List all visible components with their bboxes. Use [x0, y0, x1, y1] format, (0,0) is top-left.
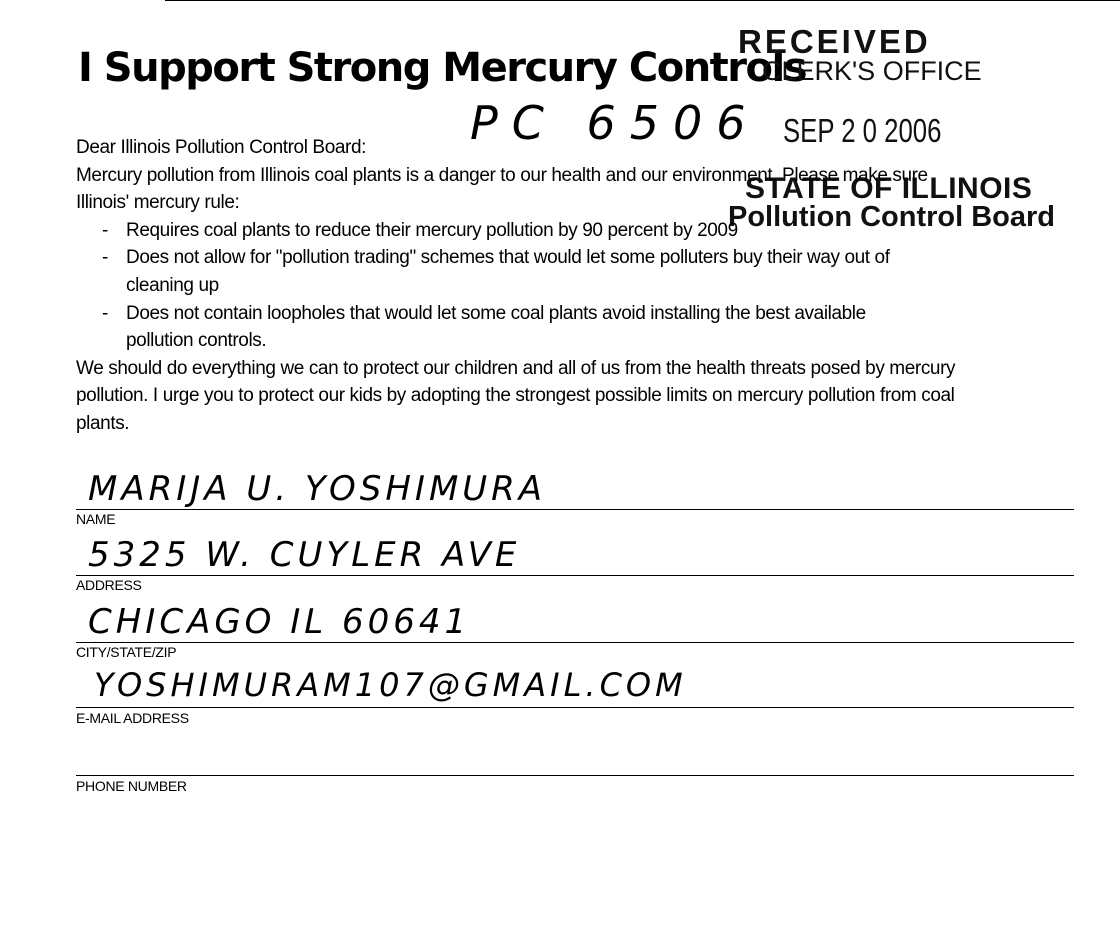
phone-line [76, 775, 1074, 776]
list-item-text: pollution controls. [126, 330, 267, 352]
city-state-zip-label: CITY/STATE/ZIP [76, 644, 177, 660]
intro-line: Mercury pollution from Illinois coal plants is a danger to our health and our environment. Please make sure [76, 164, 928, 186]
stamp-state: STATE OF ILLINOIS [745, 172, 1033, 205]
handwritten-pc-number: PC 6506 [470, 96, 760, 150]
list-item-text: cleaning up [126, 274, 219, 296]
name-value: MARIJA U. YOSHIMURA [88, 469, 547, 509]
name-line [76, 509, 1074, 510]
address-line [76, 575, 1074, 576]
top-rule [165, 0, 1120, 1]
stamp-office: CLERK'S OFFICE [762, 56, 982, 86]
list-item [76, 244, 1076, 299]
list-item-text: Requires coal plants to reduce their mercury pollution by 90 percent by 2009 [126, 219, 738, 241]
email-value: YOSHIMURAM107@GMAIL.COM [94, 666, 687, 704]
email-line [76, 707, 1074, 708]
list-item-text: Does not allow for "pollution trading" schemes that would let some polluters buy their way out of [126, 247, 890, 269]
stamp-board: Pollution Control Board [728, 201, 1056, 233]
requirements-list [76, 217, 1076, 355]
stamp-date: SEP 2 0 2006 [783, 112, 942, 149]
email-label: E-MAIL ADDRESS [76, 710, 189, 726]
list-item-text: Does not contain loopholes that would let some coal plants avoid installing the best available [126, 302, 866, 324]
address-label: ADDRESS [76, 577, 142, 593]
phone-label: PHONE NUMBER [76, 778, 187, 794]
list-item [76, 217, 1076, 245]
intro-line: Illinois' mercury rule: [76, 192, 240, 214]
page-title: I Support Strong Mercury Controls [78, 45, 807, 91]
closing-line: We should do everything we can to protect our children and all of us from the health threats posed by mercury [76, 357, 956, 379]
stamp-received: RECEIVED [738, 23, 931, 60]
name-label: NAME [76, 511, 116, 527]
city-state-zip-value: CHICAGO IL 60641 [88, 602, 471, 642]
city-state-zip-line [76, 642, 1074, 643]
list-item [76, 300, 1076, 355]
letter-body [76, 134, 1076, 438]
address-value: 5325 W. CUYLER AVE [88, 535, 521, 575]
salutation: Dear Illinois Pollution Control Board: [76, 137, 367, 158]
closing-line: plants. [76, 412, 130, 434]
closing-line: pollution. I urge you to protect our kids by adopting the strongest possible limits on mercury pollution from coal [76, 385, 955, 407]
